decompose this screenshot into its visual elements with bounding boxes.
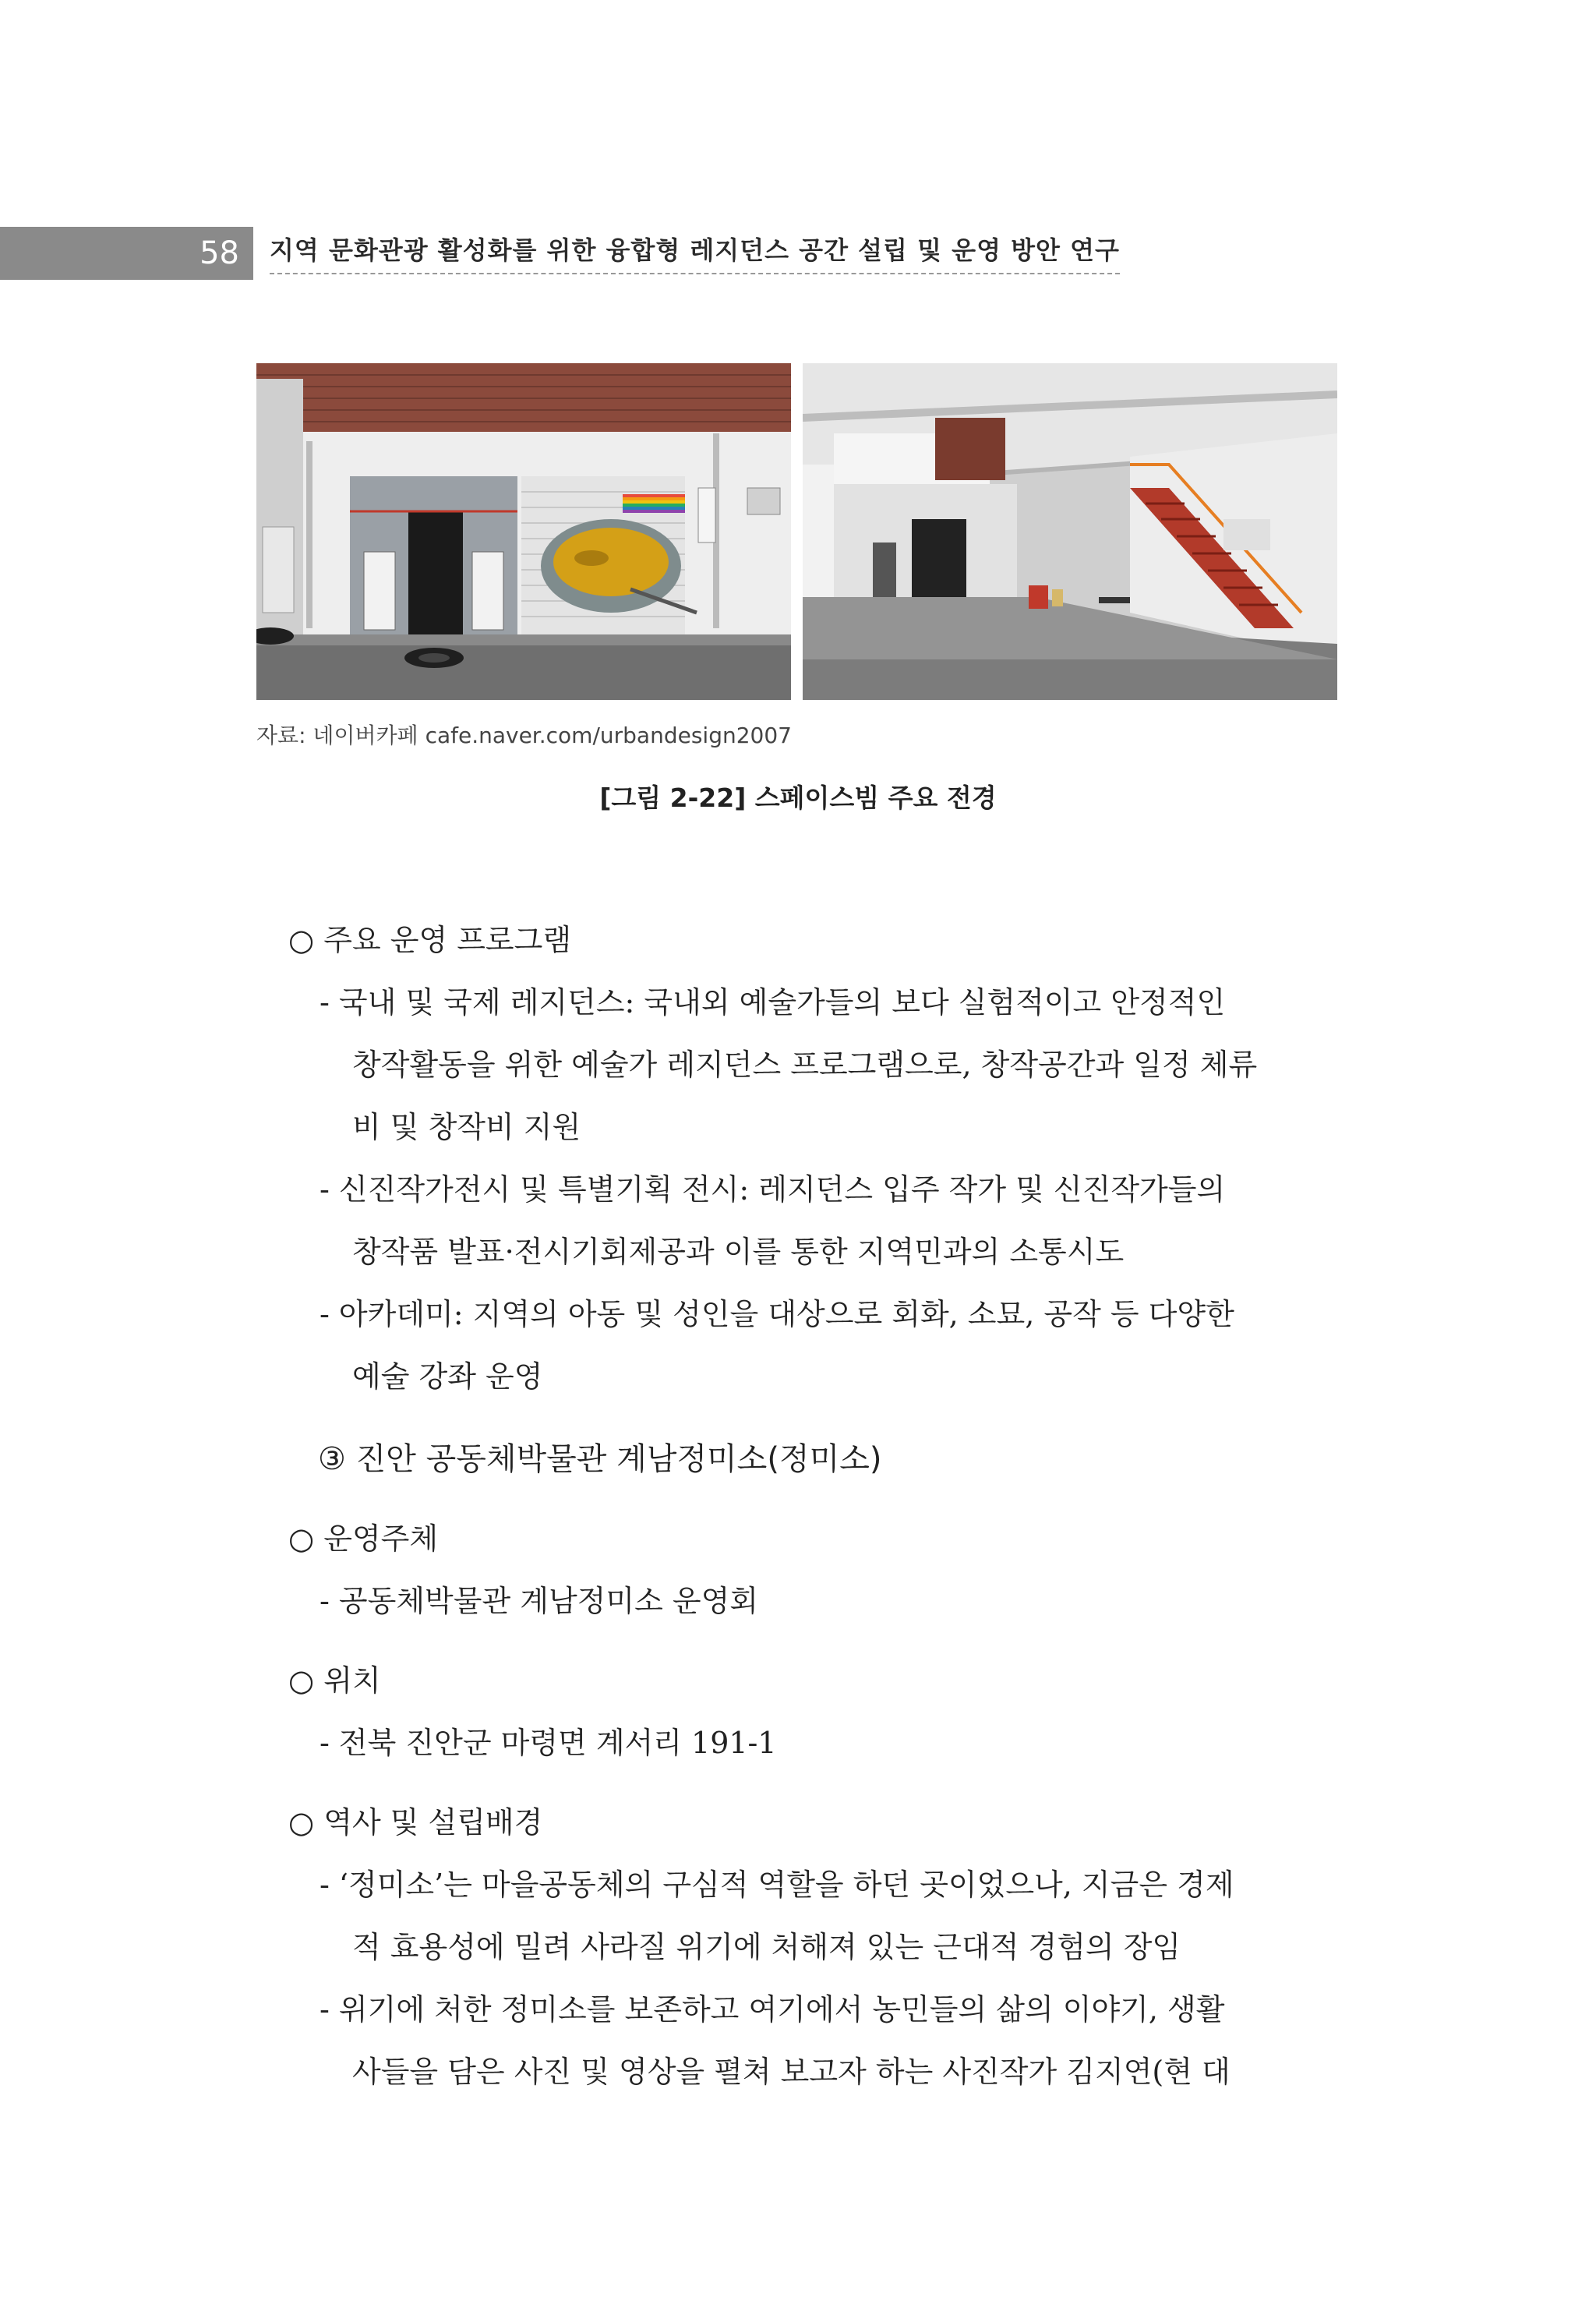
programs-item2-line2: 창작품 발표·전시기회제공과 이를 통한 지역민과의 소통시도 [352,1235,1125,1269]
programs-item3-line1: - 아카데미: 지역의 아동 및 성인을 대상으로 회화, 소묘, 공작 등 다양한 [320,1297,1234,1331]
programs-item1-line2: 창작활동을 위한 예술가 레지던스 프로그램으로, 창작공간과 일정 체류 [352,1048,1258,1082]
running-title: 지역 문화관광 활성화를 위한 융합형 레지던스 공간 설립 및 운영 방안 연구 [270,231,1120,274]
figure-source: 자료: 네이버카페 cafe.naver.com/urbandesign2007 [256,723,792,748]
museum-title: ③ 진안 공동체박물관 계남정미소(정미소) [318,1441,882,1477]
operator-item: - 공동체박물관 계남정미소 운영회 [320,1584,758,1618]
history-item2-line1: - 위기에 처한 정미소를 보존하고 여기에서 농민들의 삶의 이야기, 생활 [320,1992,1225,2027]
history-item1-line1: - ‘정미소’는 마을공동체의 구심적 역할을 하던 곳이었으나, 지금은 경제 [320,1868,1234,1902]
location-item: - 전북 진안군 마령면 계서리 191-1 [320,1726,777,1760]
programs-item1-line1: - 국내 및 국제 레지던스: 국내외 예술가들의 보다 실험적이고 안정적인 [320,985,1226,1020]
figure-caption: [그림 2-22] 스페이스빔 주요 전경 [599,783,997,813]
body-text [288,909,1340,2103]
history-item1-line2: 적 효용성에 밀려 사라질 위기에 처해져 있는 근대적 경험의 장임 [352,1930,1181,1964]
facade-photo [256,363,791,700]
operator-heading: ○ 운영주체 [288,1521,439,1556]
programs-item2-line1: - 신진작가전시 및 특별기획 전시: 레지던스 입주 작가 및 신진작가들의 [320,1172,1226,1207]
programs-heading: ○ 주요 운영 프로그램 [288,923,572,957]
programs-item3-line2: 예술 강좌 운영 [352,1359,543,1394]
location-heading: ○ 위치 [288,1663,381,1698]
programs-item1-line3: 비 및 창작비 지원 [352,1110,581,1144]
history-heading: ○ 역사 및 설립배경 [288,1805,543,1840]
page-number: 58 [0,227,253,280]
history-item2-line2: 사들을 담은 사진 및 영상을 펼쳐 보고자 하는 사진작가 김지연(현 대 [352,2055,1231,2089]
interior-photo [803,363,1337,700]
